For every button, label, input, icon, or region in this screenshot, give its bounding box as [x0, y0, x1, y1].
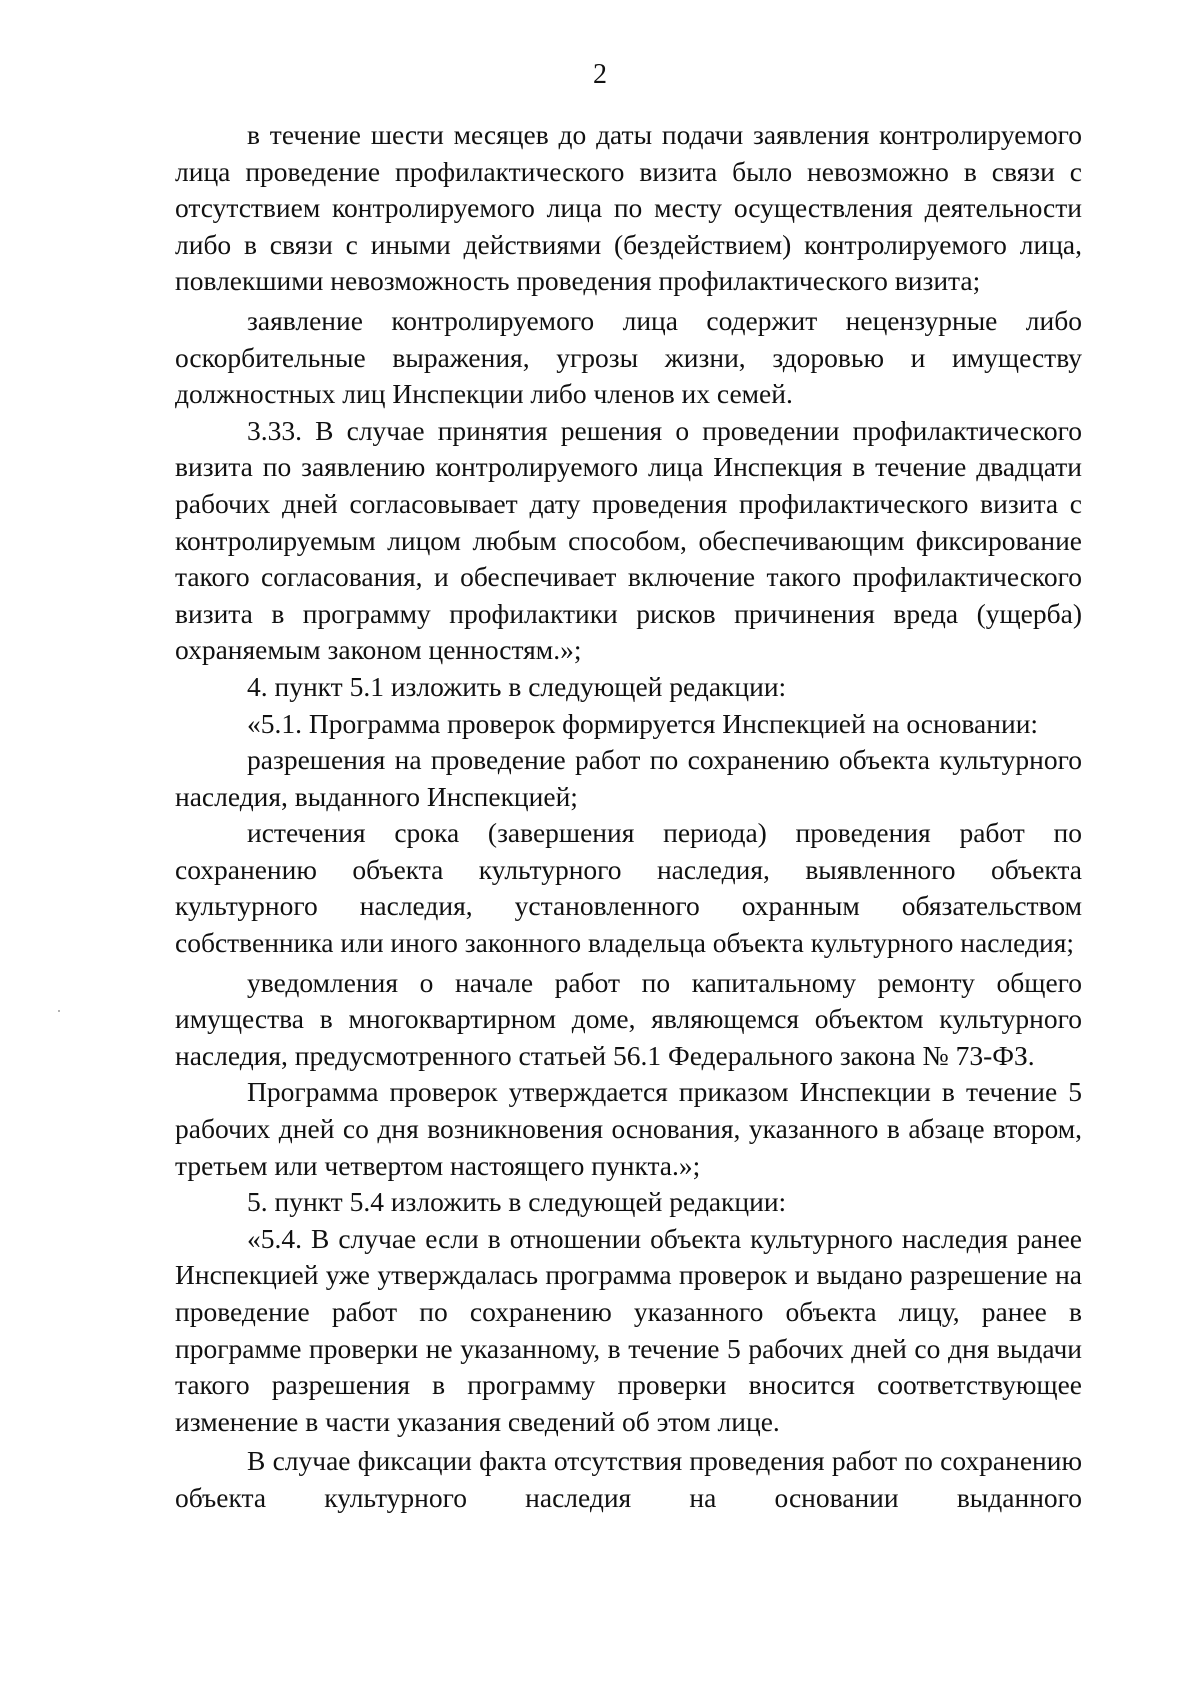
paragraph: заявление контролируемого лица содержит нецензурные либо оскорбительные выражения, угрозы жизни, здоровью и имуществу должностных лиц Инспекции либо членов их семей. — [175, 304, 1082, 410]
paragraph: уведомления о начале работ по капитальному ремонту общего имущества в многоквартирном доме, являющемся объектом культурного наследия, предусмотренного статьей 56.1 Федерального закона № 73-ФЗ. — [175, 966, 1082, 1071]
paragraph: в течение шести месяцев до даты подачи заявления контролируемого лица проведение профилактического визита было невозможно в связи с отсутствием контролируемого лица по месту осуществления деятельности либо в связи с иными действиями (бездействием) контролируемого лица, повлекшими невозможность проведения профилактического визита; — [175, 119, 1082, 297]
paragraph: 5. пункт 5.4 изложить в следующей редакции: — [247, 1186, 787, 1218]
document-body — [175, 117, 1082, 1517]
paragraph: истечения срока (завершения периода) проведения работ по сохранению объекта культурного наследия, выявленного объекта культурного наследия, установленного охранным обязательством собственника или иного законного владельца объекта культурного наследия; — [175, 817, 1082, 959]
page-number: 2 — [593, 59, 607, 90]
paragraph: Программа проверок утверждается приказом Инспекции в течение 5 рабочих дней со дня возникновения основания, указанного в абзаце втором, третьем или четвертом настоящего пункта.»; — [175, 1076, 1082, 1181]
paragraph: «5.1. Программа проверок формируется Инспекцией на основании: — [247, 707, 1039, 739]
paragraph: В случае фиксации факта отсутствия проведения работ по сохранению объекта культурного наследия на основании выданного — [175, 1445, 1082, 1513]
paragraph: разрешения на проведение работ по сохранению объекта культурного наследия, выданного Инспекцией; — [175, 744, 1082, 812]
paragraph: 3.33. В случае принятия решения о проведении профилактического визита по заявлению контролируемого лица Инспекция в течение двадцати рабочих дней согласовывает дату проведения профилактического визита с контролируемым лицом любым способом, обеспечивающим фиксирование такого согласования, и обеспечивает включение такого профилактического визита в программу профилактики рисков причинения вреда (ущерба) охраняемым законом ценностям.»; — [175, 414, 1082, 666]
paragraph: 4. пункт 5.1 изложить в следующей редакции: — [247, 670, 787, 702]
scan-speck — [58, 1010, 60, 1012]
paragraph: «5.4. В случае если в отношении объекта культурного наследия ранее Инспекцией уже утверждалась программа проверок и выдано разрешение на проведение работ по сохранению указанного объекта лицу, ранее в программе проверки не указанному, в течение 5 рабочих дней со дня выдачи такого разрешения в программу проверки вносится соответствующее изменение в части указания сведений об этом лице. — [175, 1222, 1082, 1437]
